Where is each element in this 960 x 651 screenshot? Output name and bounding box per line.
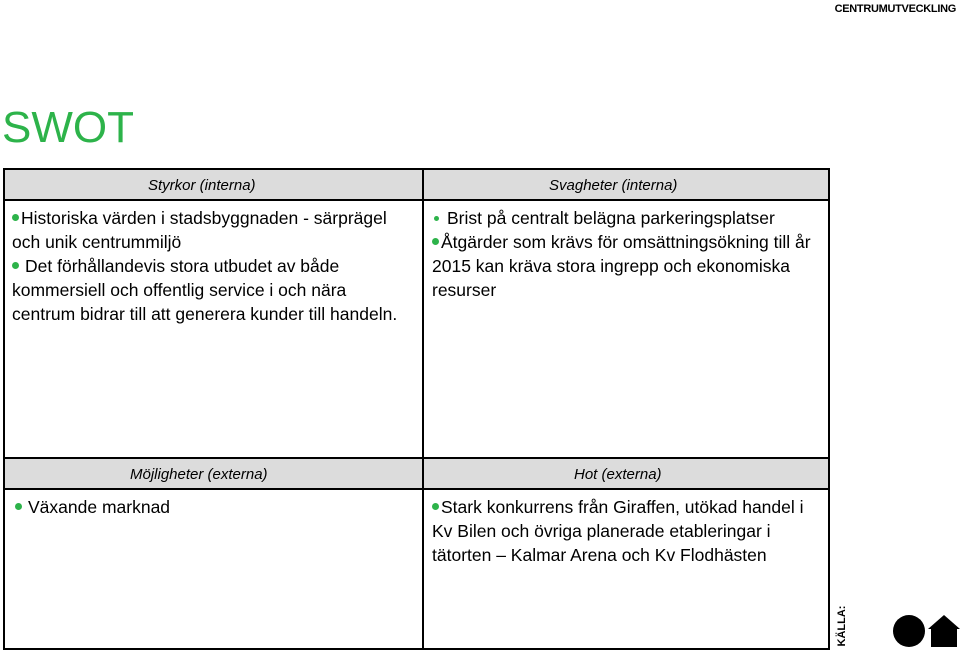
divider bbox=[422, 170, 424, 648]
brand-logo-text: CENTRUMUTVECKLING bbox=[834, 3, 956, 15]
bullet-icon bbox=[15, 503, 22, 510]
opportunities-list bbox=[15, 495, 415, 519]
list-item: Brist på centralt belägna parkeringsplatser bbox=[432, 206, 822, 230]
bullet-icon bbox=[12, 214, 19, 221]
source-label: KÄLLA: bbox=[836, 605, 848, 647]
page-title: SWOT bbox=[2, 103, 134, 152]
swot-table bbox=[3, 168, 830, 650]
list-item: Historiska värden i stadsbyggnaden - särprägel och unik centrummiljö bbox=[12, 208, 387, 252]
divider bbox=[5, 199, 828, 201]
bullet-icon bbox=[432, 503, 439, 510]
list-item: Stark konkurrens från Giraffen, utökad handel i Kv Bilen och övriga planerade etableringar i tätorten – Kalmar Arena och Kv Flodhästen bbox=[432, 497, 804, 565]
strengths-list bbox=[12, 206, 412, 326]
weaknesses-header-label: Svagheter (interna) bbox=[549, 177, 678, 194]
list-item: Det förhållandevis stora utbudet av både kommersiell och offentlig service i och nära centrum bidrar till att generera kunder till handeln. bbox=[12, 256, 398, 324]
weaknesses-list bbox=[432, 206, 822, 302]
weaknesses-header bbox=[424, 170, 828, 200]
bullet-icon bbox=[432, 238, 439, 245]
strengths-header-label: Styrkor (interna) bbox=[148, 177, 256, 194]
bullet-icon bbox=[434, 216, 439, 221]
opportunities-header bbox=[5, 459, 422, 489]
threats-header bbox=[424, 459, 828, 489]
opportunities-header-label: Möjligheter (externa) bbox=[130, 466, 268, 483]
strengths-header bbox=[5, 170, 422, 200]
list-item: Växande marknad bbox=[15, 495, 415, 519]
circle-and-house-logo-icon bbox=[892, 612, 960, 648]
bullet-icon bbox=[12, 262, 19, 269]
threats-list bbox=[432, 495, 822, 567]
threats-header-label: Hot (externa) bbox=[574, 466, 662, 483]
divider bbox=[5, 488, 828, 490]
divider bbox=[5, 457, 828, 459]
list-item: Åtgärder som krävs för omsättningsökning till år 2015 kan kräva stora ingrepp och ekonomiska resurser bbox=[432, 232, 811, 300]
